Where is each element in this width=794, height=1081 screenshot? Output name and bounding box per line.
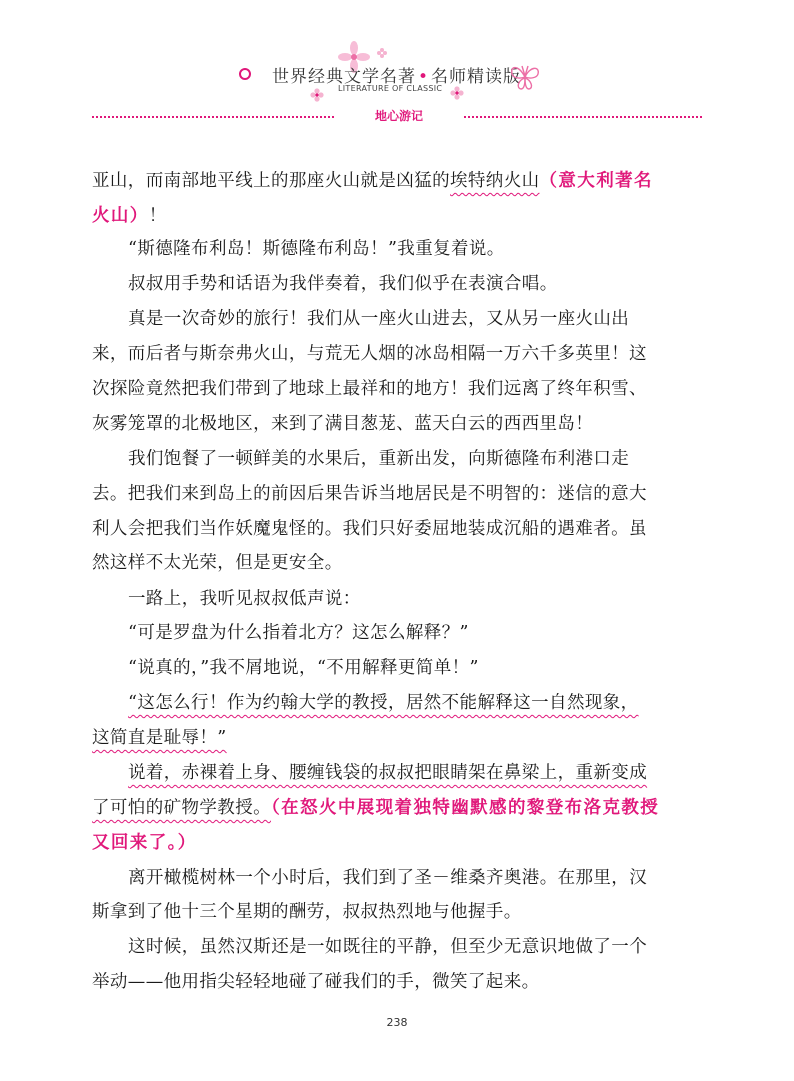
text-line: 离开橄榄树林一个小时后，我们到了圣－维桑齐奥港。在那里，汉 xyxy=(128,868,648,888)
text-line: 灰雾笼罩的北极地区，来到了满目葱茏、蓝天白云的西西里岛！ xyxy=(92,414,594,434)
highlighted-sentence: 这简直是耻辱！” xyxy=(92,728,227,748)
text-line: 去。把我们来到岛上的前因后果告诉当地居民是不明智的：迷信的意大 xyxy=(92,484,647,504)
text-line: 这时候，虽然汉斯还是一如既往的平静，但至少无意识地做了一个 xyxy=(128,937,648,957)
highlighted-sentence: “这怎么行！作为约翰大学的教授，居然不能解释这一自然现象， xyxy=(128,693,639,713)
text-line: 一路上，我听见叔叔低声说： xyxy=(128,589,361,609)
text-line xyxy=(128,692,639,714)
text-line: 来，而后者与斯奈弗火山，与荒无人烟的冰岛相隔一万六千多英里！这 xyxy=(92,344,647,364)
annotation-note: 火山） xyxy=(92,206,149,226)
annotation-note: 又回来了。） xyxy=(92,833,197,853)
text-line: 真是一次奇妙的旅行！我们从一座火山进去，又从另一座火山出 xyxy=(128,309,630,329)
butterfly-icon xyxy=(508,60,542,94)
edition-name: 名师精读版 xyxy=(431,67,522,87)
text-line xyxy=(92,832,197,854)
text-line: “斯德隆布利岛！斯德隆布利岛！”我重复着说。 xyxy=(128,239,505,259)
text-line: 利人会把我们当作妖魔鬼怪的。我们只好委屈地装成沉船的遇难者。虽 xyxy=(92,519,647,539)
page-number: 238 xyxy=(386,1016,408,1029)
ring-icon xyxy=(239,68,251,80)
small-flower-icon xyxy=(377,48,387,58)
book-title: 地心游记 xyxy=(334,106,464,126)
text-line xyxy=(92,797,659,819)
annotation-note: （意大利著名 xyxy=(539,171,653,191)
series-subtitle: LITERATURE OF CLASSIC xyxy=(338,84,443,93)
text-line: 我们饱餐了一顿鲜美的水果后，重新出发，向斯德隆布利港口走 xyxy=(128,449,630,469)
text-line: “可是罗盘为什么指着北方？这怎么解释？” xyxy=(128,623,469,643)
highlighted-sentence: 了可怕的矿物学教授。 xyxy=(92,798,271,818)
text-line xyxy=(128,762,647,784)
text-line: 亚山，而南部地平线上的那座火山就是凶猛的埃特纳火山（意大利著名 xyxy=(92,171,653,191)
highlighted-sentence: 说着，赤裸着上身、腰缠钱袋的叔叔把眼睛架在鼻梁上，重新变成 xyxy=(128,763,648,783)
annotation-note: （在怒火中展现着独特幽默感的黎登布洛克教授 xyxy=(271,798,660,818)
text-line: “说真的，”我不屑地说，“不用解释更简单！” xyxy=(128,658,479,678)
text-line: 斯拿到了他十三个星期的酬劳，叔叔热烈地与他握手。 xyxy=(92,902,522,922)
small-flower-icon xyxy=(450,86,464,100)
page-header xyxy=(0,0,794,135)
text-line: 火山）！ xyxy=(92,206,167,226)
text-line: 举动——他用指尖轻轻地碰了碰我们的手，微笑了起来。 xyxy=(92,972,540,992)
text-line: 次探险竟然把我们带到了地球上最祥和的地方！我们远离了终年积雪、 xyxy=(92,379,647,399)
highlighted-term: 埃特纳火山 xyxy=(450,171,540,191)
title-separator: • xyxy=(418,67,430,87)
series-name: 世界经典文学名著 xyxy=(272,67,416,87)
text-line xyxy=(92,727,227,749)
text-line: 然这样不太光荣，但是更安全。 xyxy=(92,553,343,573)
small-flower-icon xyxy=(310,88,324,102)
text-line: 叔叔用手势和话语为我伴奏着，我们似乎在表演合唱。 xyxy=(128,274,558,294)
